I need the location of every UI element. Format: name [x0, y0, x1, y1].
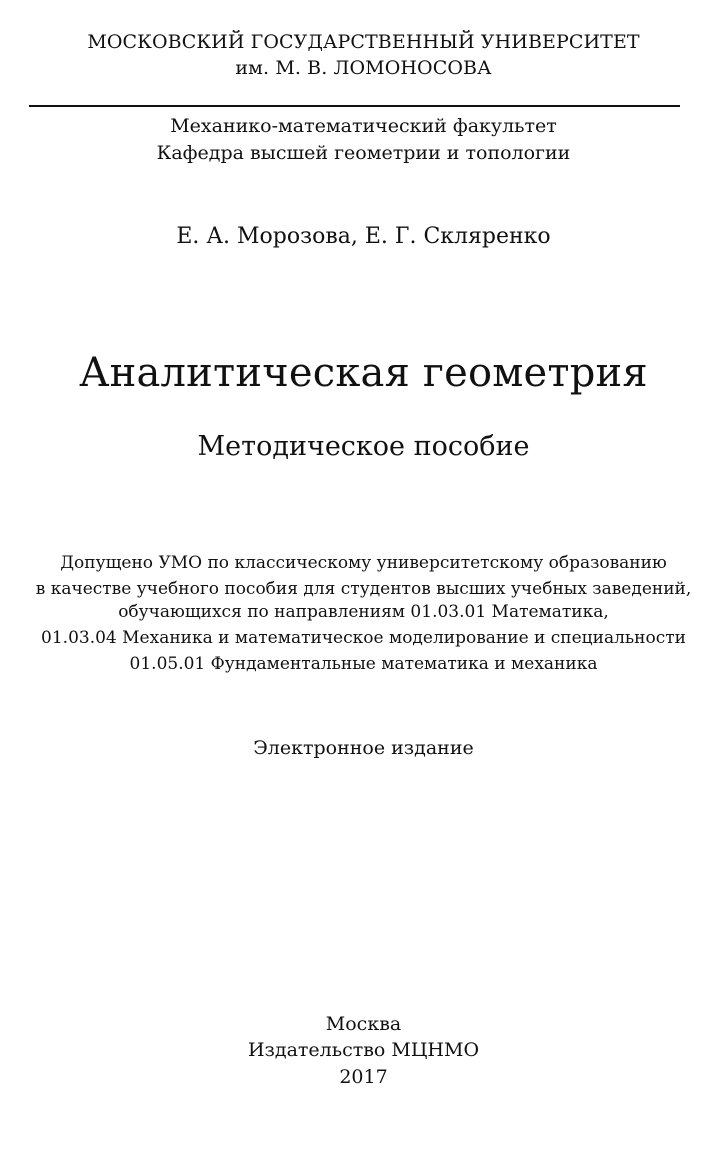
imprint-publisher: Издательство МЦНМО [247, 1039, 480, 1061]
approval-line: Допущено УМО по классическому университетскому образованию [60, 553, 667, 573]
authors: Е. А. Морозова, Е. Г. Скляренко [176, 224, 551, 249]
edition-note: Электронное издание [253, 737, 474, 759]
university-name: МОСКОВСКИЙ ГОСУДАРСТВЕННЫЙ УНИВЕРСИТЕТ [87, 31, 640, 53]
approval-line: обучающихся по направлениям 01.03.01 Математика, [118, 602, 609, 622]
chair-name: Кафедра высшей геометрии и топологии [156, 142, 571, 164]
imprint-year: 2017 [339, 1066, 388, 1088]
header-rule [29, 105, 680, 107]
approval-line: 01.05.01 Фундаментальные математика и механика [129, 654, 598, 674]
imprint-city: Москва [325, 1013, 402, 1035]
book-subtitle: Методическое пособие [197, 431, 530, 462]
university-honorific: им. М. В. ЛОМОНОСОВА [235, 57, 492, 79]
faculty-name: Механико-математический факультет [170, 115, 557, 137]
approval-line: в качестве учебного пособия для студентов высших учебных заведений, [35, 579, 692, 599]
approval-line: 01.03.04 Механика и математическое моделирование и специальности [41, 628, 686, 648]
book-title: Аналитическая геометрия [79, 350, 648, 396]
